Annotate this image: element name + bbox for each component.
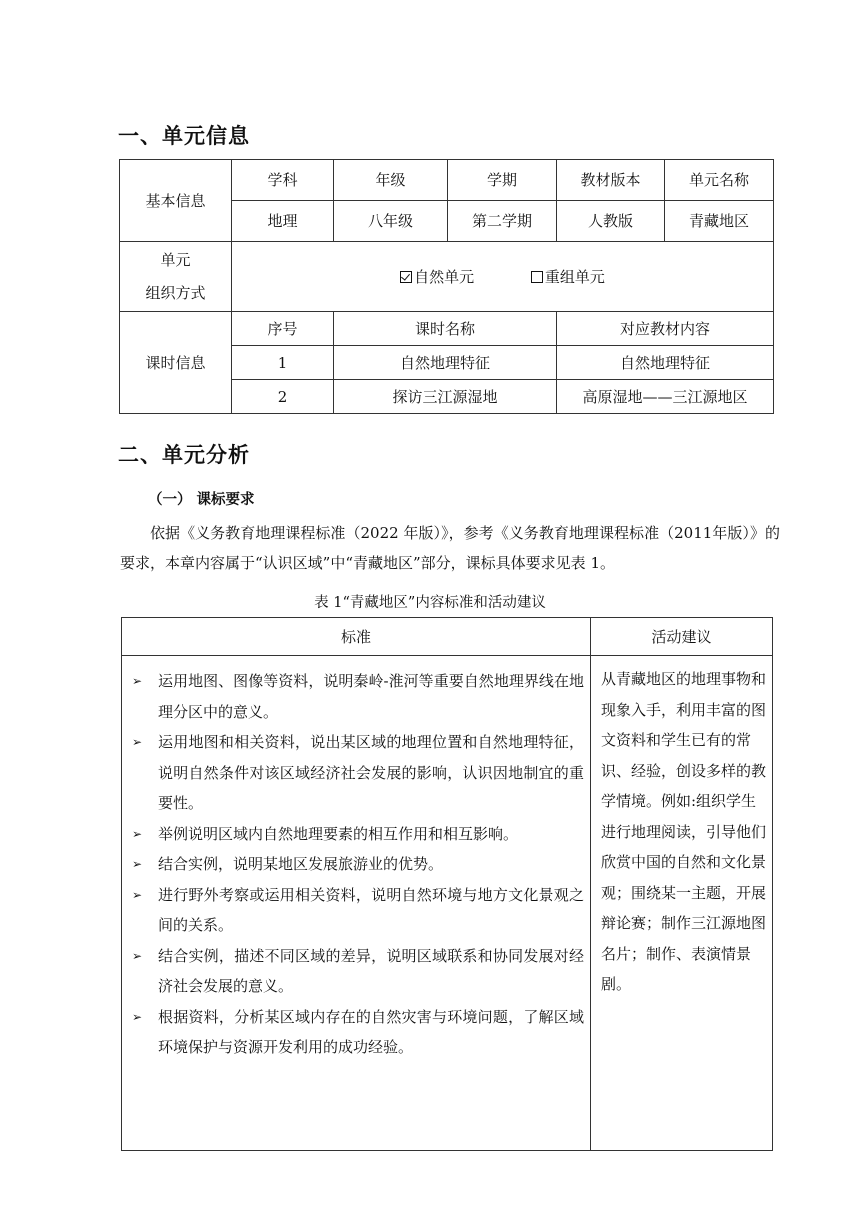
checked-checkbox-icon[interactable] — [400, 271, 412, 283]
option-recombined-label: 重组单元 — [544, 267, 605, 286]
option-natural-label: 自然单元 — [414, 267, 475, 286]
org-label-line1: 单元 — [160, 250, 191, 269]
org-label-line2: 组织方式 — [145, 283, 206, 302]
option-recombined-unit[interactable] — [531, 267, 605, 287]
value-grade: 八年级 — [334, 201, 448, 242]
option-natural-unit[interactable] — [400, 267, 474, 287]
unit-info-table — [119, 159, 774, 414]
arrow-bullet-icon: ➢ — [132, 857, 143, 871]
arrow-bullet-icon: ➢ — [132, 674, 143, 688]
list-item — [132, 849, 584, 880]
list-item-text: 结合实例，说明某地区发展旅游业的优势。 — [158, 855, 444, 873]
header-activity: 活动建议 — [591, 618, 773, 656]
list-item — [132, 819, 584, 850]
section-title-unit-info: 一、单元信息 — [118, 124, 250, 148]
org-method-options — [232, 242, 774, 312]
lesson-name: 探访三江源湿地 — [334, 380, 557, 414]
lesson-name: 自然地理特征 — [334, 346, 557, 380]
header-textbook-edition: 教材版本 — [557, 160, 665, 201]
value-semester: 第二学期 — [448, 201, 557, 242]
list-item-text: 结合实例，描述不同区域的差异，说明区域联系和协同发展对经济社会发展的意义。 — [158, 946, 584, 995]
lesson-content: 自然地理特征 — [557, 346, 774, 380]
lesson-no: 2 — [232, 380, 334, 414]
list-item — [132, 880, 584, 941]
empty-checkbox-icon[interactable] — [531, 271, 543, 283]
standards-list — [122, 656, 591, 1151]
header-grade: 年级 — [334, 160, 448, 201]
arrow-bullet-icon: ➢ — [132, 826, 143, 841]
value-textbook-edition: 人教版 — [557, 201, 665, 242]
arrow-bullet-icon: ➢ — [132, 735, 143, 749]
body-paragraph: 依据《义务教育地理课程标准（2022 年版）》，参考《义务教育地理课程标准（2011年版）》的要求，本章内容属于“认识区域”中“青藏地区”部分，课标具体要求见表 1。 — [120, 524, 780, 572]
lesson-header-content: 对应教材内容 — [557, 312, 774, 346]
list-item — [132, 941, 584, 1002]
list-item-text: 运用地图和相关资料，说出某区域的地理位置和自然地理特征，说明自然条件对该区域经济社会发展的影响，认识因地制宜的重要性。 — [158, 733, 584, 812]
org-method-label — [120, 242, 232, 312]
value-subject: 地理 — [232, 201, 334, 242]
subsection-title: （一） 课标要求 — [148, 492, 255, 508]
list-item-text: 进行野外考察或运用相关资料，说明自然环境与地方文化景观之间的关系。 — [158, 885, 584, 934]
list-item-text: 举例说明区域内自然地理要素的相互作用和相互影响。 — [158, 824, 519, 843]
list-item — [132, 1002, 584, 1063]
header-subject: 学科 — [232, 160, 334, 201]
lesson-header-no: 序号 — [232, 312, 334, 346]
header-semester: 学期 — [448, 160, 557, 201]
lesson-info-label: 课时信息 — [120, 312, 232, 414]
section-title-unit-analysis: 二、单元分析 — [118, 443, 250, 467]
table-caption: 表 1“青藏地区”内容标准和活动建议 — [314, 595, 546, 611]
list-item — [132, 727, 584, 819]
header-unit-name: 单元名称 — [665, 160, 774, 201]
lesson-no: 1 — [232, 346, 334, 380]
arrow-bullet-icon: ➢ — [132, 948, 143, 963]
value-unit-name: 青藏地区 — [665, 201, 774, 242]
lesson-content: 高原湿地——三江源地区 — [557, 380, 774, 414]
lesson-header-name: 课时名称 — [334, 312, 557, 346]
list-item — [132, 666, 584, 727]
arrow-bullet-icon: ➢ — [132, 887, 143, 902]
header-standard: 标准 — [122, 618, 591, 656]
list-item-text: 根据资料，分析某区域内存在的自然灾害与环境问题，了解区域环境保护与资源开发利用的成功经验。 — [158, 1007, 584, 1056]
list-item-text: 运用地图、图像等资料，说明秦岭-淮河等重要自然地理界线在地理分区中的意义。 — [158, 672, 584, 721]
activity-suggestion: 从青藏地区的地理事物和现象入手，利用丰富的图文资料和学生已有的常识、经验，创设多样的教学情境。例如:组织学生进行地理阅读，引导他们欣赏中国的自然和文化景观；围绕某一主题，开展辩论赛；制作三江源地图名片；制作、表演情景剧。 — [591, 656, 773, 1151]
standards-table — [121, 617, 773, 1151]
arrow-bullet-icon: ➢ — [132, 1009, 143, 1024]
basic-info-label: 基本信息 — [120, 160, 232, 242]
